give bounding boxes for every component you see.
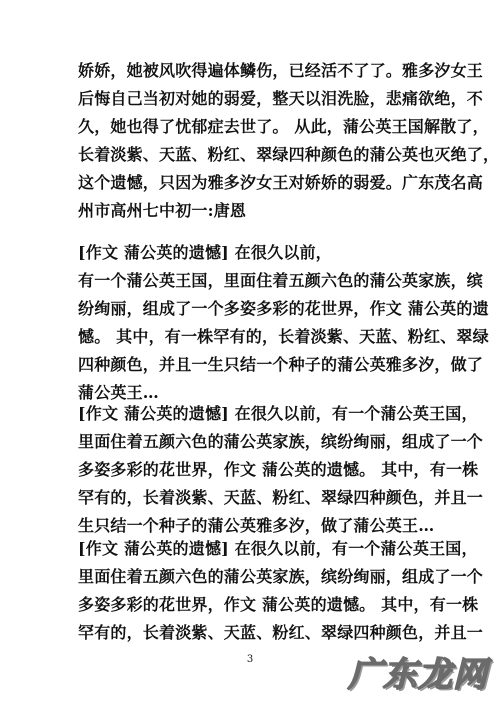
paragraph-excerpt-2 [78, 400, 484, 540]
text-line: 久，她也得了忧郁症去世了。 从此，蒲公英王国解散了， [78, 117, 489, 136]
text-line: 多姿多彩的花世界，作文 蒲公英的遗憾。 其中，有一株 [78, 460, 479, 479]
text-line: 憾。 其中，有一株罕有的，长着淡紫、天蓝、粉红、翠绿 [78, 327, 489, 346]
paragraph-excerpt-1 [78, 239, 489, 407]
text-line: 纷绚丽，组成了一个多姿多彩的花世界，作文 蒲公英的遗 [78, 299, 489, 318]
text-line: 四种颜色，并且一生只结一个种子的蒲公英雅多汐，做了 [78, 355, 484, 374]
text-line: 州市高州七中初一:唐恩 [78, 201, 247, 220]
paragraph-excerpt-3 [78, 535, 484, 647]
text-line: 娇娇，她被风吹得遍体鳞伤，已经活不了了。雅多汐女王 [78, 61, 484, 80]
text-line: 多姿多彩的花世界，作文 蒲公英的遗憾。 其中，有一株 [78, 595, 479, 614]
text-line: 有一个蒲公英王国，里面住着五颜六色的蒲公英家族，缤 [78, 271, 484, 290]
text-line: 这个遗憾，只因为雅多汐女王对娇娇的弱爱。广东茂名高 [78, 173, 484, 192]
text-line: 后悔自己当初对她的弱爱，整天以泪洗脸，悲痛欲绝，不 [78, 89, 484, 108]
site-watermark [348, 653, 488, 697]
text-line: [作文 蒲公英的遗憾] 在很久以前，有一个蒲公英王国， [78, 404, 478, 423]
text-line: 罕有的，长着淡紫、天蓝、粉红、翠绿四种颜色，并且一 [78, 623, 484, 642]
text-line: [作文 蒲公英的遗憾] 在很久以前，有一个蒲公英王国， [78, 539, 478, 558]
text-line: 长着淡紫、天蓝、粉红、翠绿四种颜色的蒲公英也灭绝了， [78, 145, 500, 164]
page-number: 3 [246, 654, 254, 665]
text-line: 里面住着五颜六色的蒲公英家族，缤纷绚丽，组成了一个 [78, 567, 484, 586]
text-line: 里面住着五颜六色的蒲公英家族，缤纷绚丽，组成了一个 [78, 432, 484, 451]
text-line: 蒲公英王… [78, 383, 160, 402]
paragraph-story-ending [78, 57, 500, 225]
text-line: 生只结一个种子的蒲公英雅多汐，做了蒲公英王… [78, 516, 435, 535]
text-line: 罕有的，长着淡紫、天蓝、粉红、翠绿四种颜色，并且一 [78, 488, 484, 507]
watermark-text: 广东龙网 [348, 655, 488, 695]
text-line: [作文 蒲公英的遗憾] 在很久以前， [78, 243, 332, 262]
